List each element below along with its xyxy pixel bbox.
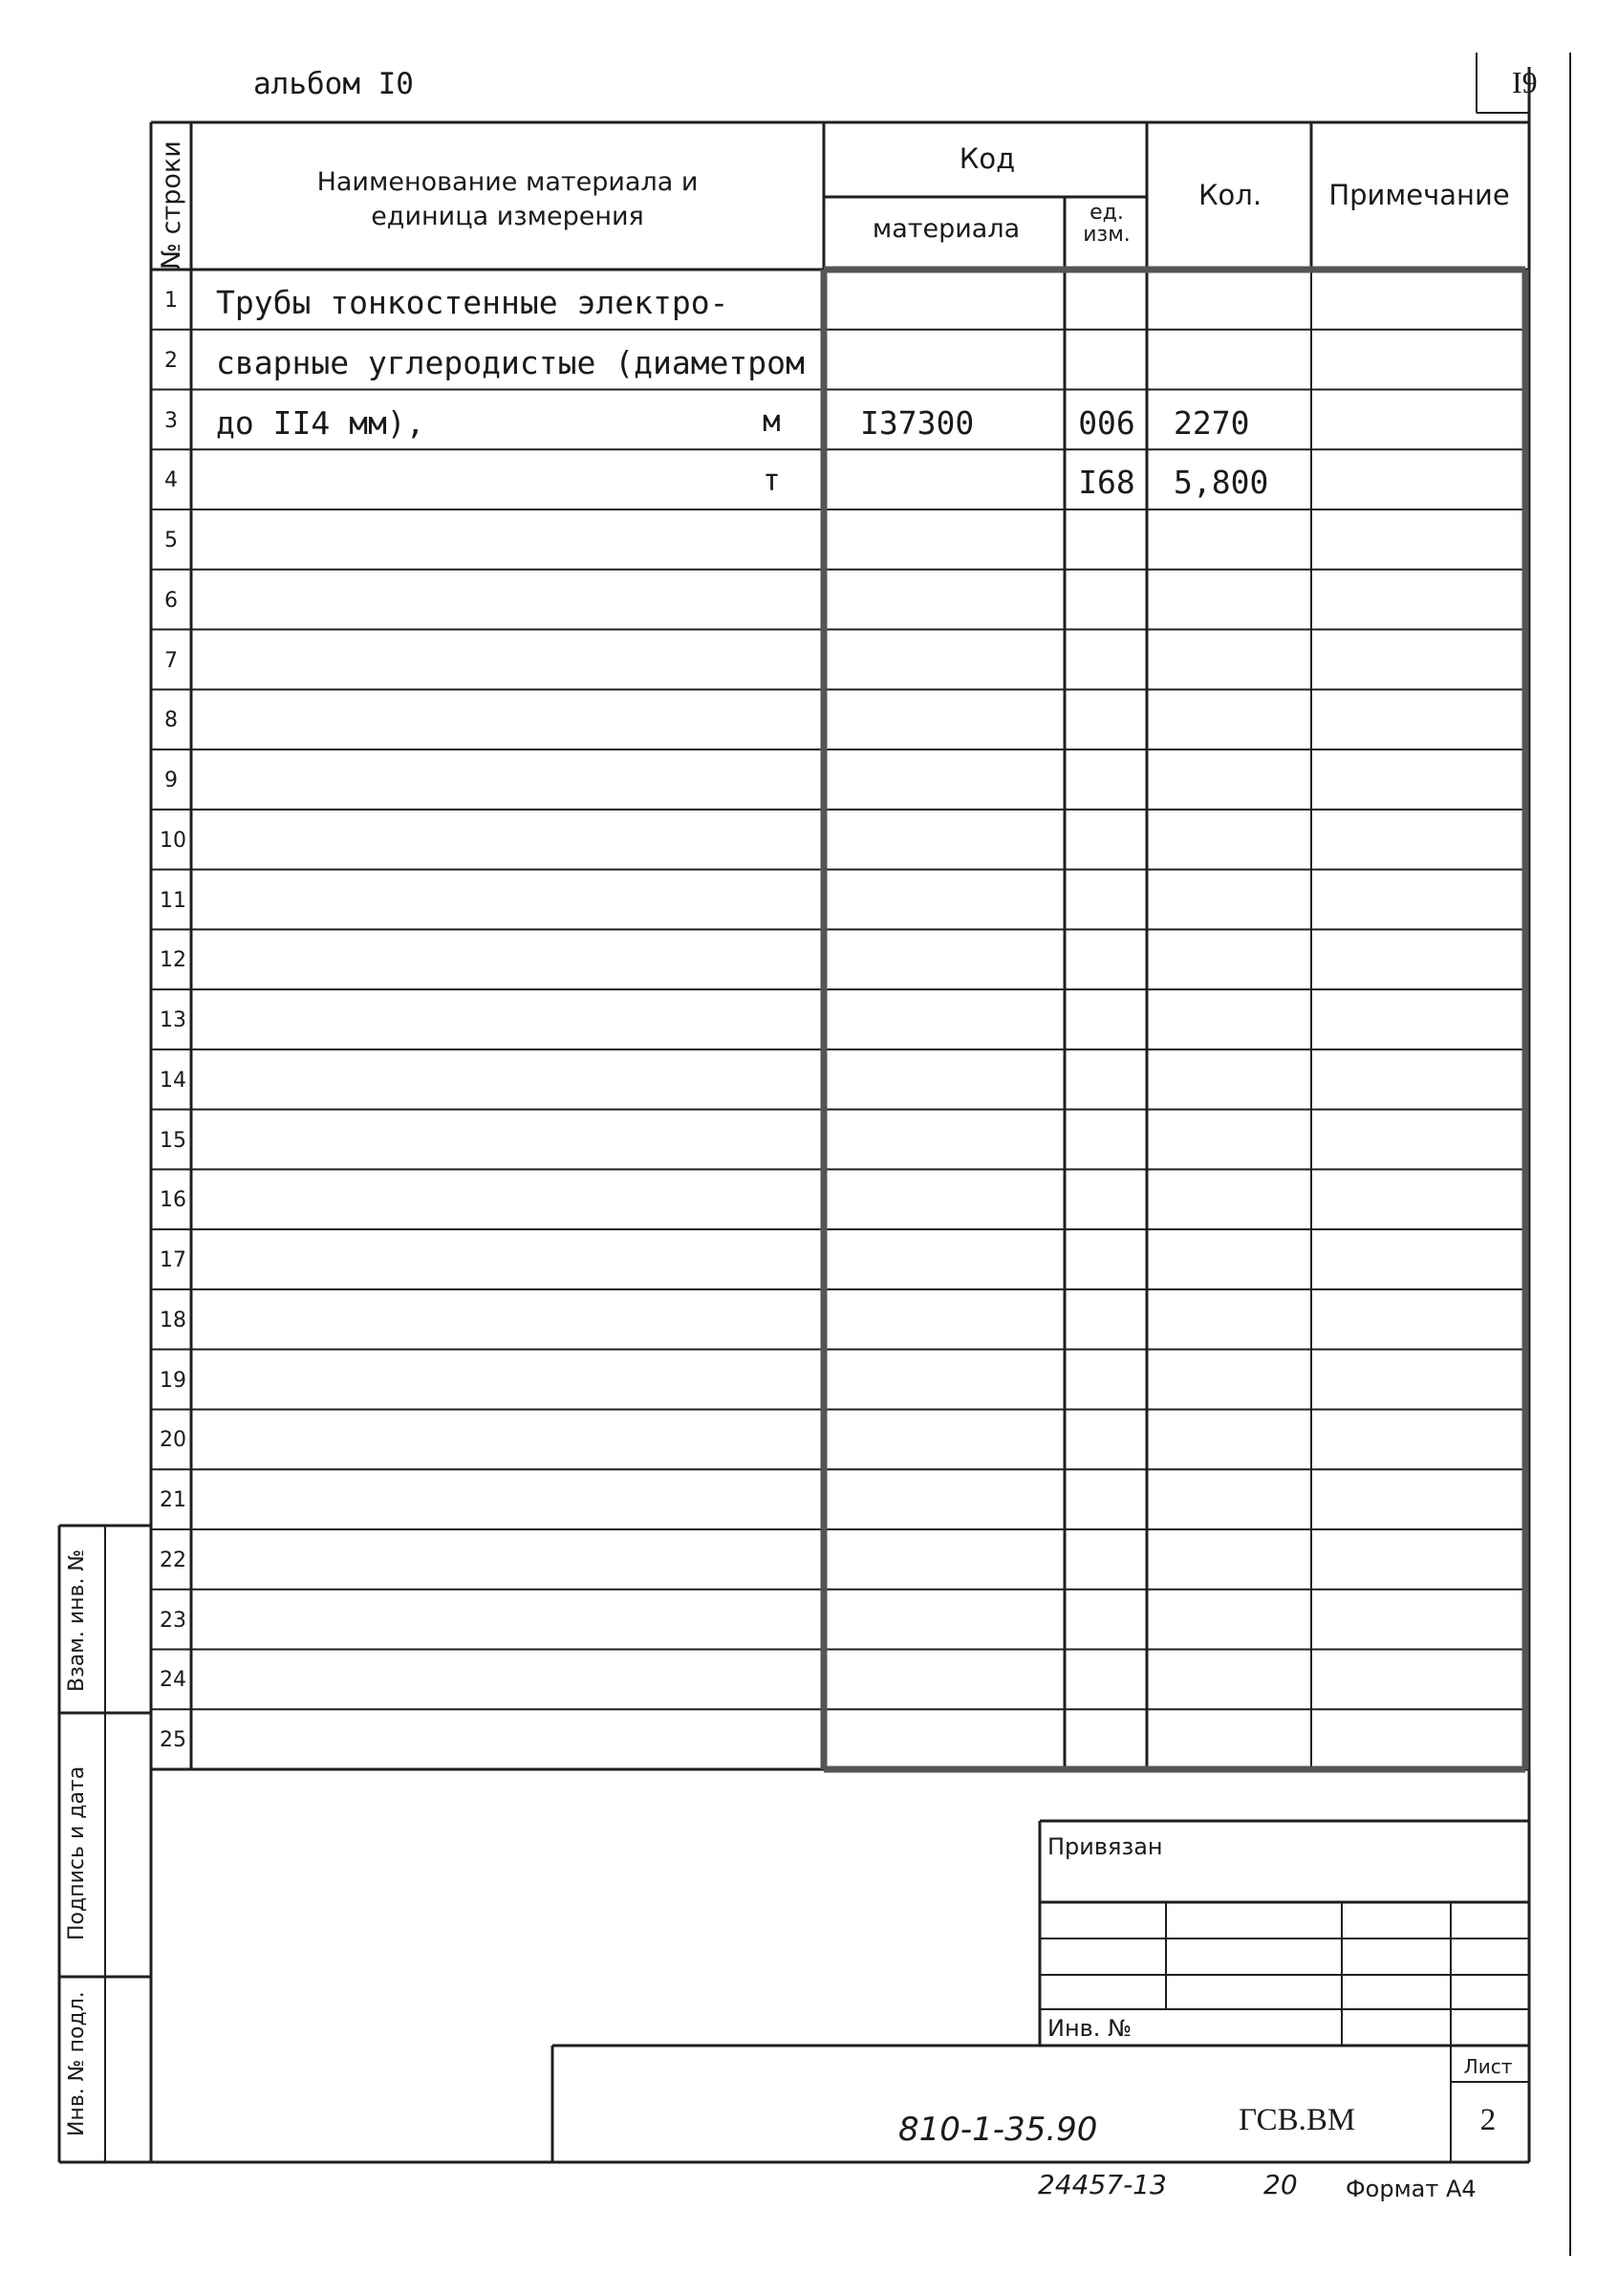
col-header-name-line1: Наименование материала и	[316, 167, 699, 197]
footer-archive-number: 24457-13	[1038, 2169, 1167, 2200]
stamp-inv-replaced: Взам. инв. №	[65, 1549, 89, 1692]
row-number: 12	[160, 948, 186, 973]
row-number: 8	[164, 708, 178, 733]
col-header-material: материала	[872, 214, 1021, 244]
row-number: 11	[160, 888, 186, 913]
row-number: 10	[160, 828, 186, 853]
row-number: 21	[160, 1488, 186, 1513]
row-number: 3	[164, 408, 178, 433]
row-number: 19	[160, 1368, 186, 1393]
stamp-signature-date: Подпись и дата	[65, 1765, 89, 1940]
row-unit-code: 006	[1078, 403, 1135, 442]
row-number: 9	[164, 769, 178, 793]
row-number: 7	[164, 648, 178, 673]
row-number: 4	[164, 468, 178, 493]
row-number: 22	[160, 1548, 186, 1572]
col-header-code: Код	[959, 142, 1016, 175]
footer-copy-number: 20	[1263, 2169, 1298, 2200]
title-block-document-number: 810-1-35.90	[898, 2111, 1098, 2149]
row-material-name: Трубы тонкостенные электро-	[216, 284, 729, 321]
col-header-quantity: Кол.	[1197, 179, 1262, 211]
title-block-sheet-label: Лист	[1463, 2055, 1513, 2078]
row-number: 1	[164, 289, 178, 313]
row-material-name: сварные углеродистые (диаметром	[216, 343, 805, 381]
title-block-document-code: ГСВ.ВМ	[1239, 2103, 1356, 2137]
row-number: 13	[160, 1008, 186, 1033]
row-number: 5	[164, 529, 178, 553]
row-unit-letter: т	[763, 464, 781, 499]
row-number: 17	[160, 1248, 186, 1273]
title-block-inv-number: Инв. №	[1047, 2015, 1133, 2042]
row-unit-letter: м	[763, 403, 781, 439]
album-label: альбом I0	[253, 67, 414, 101]
stamp-inv-original: Инв. № подл.	[65, 1991, 89, 2136]
row-material-name: до II4 мм),	[216, 403, 425, 442]
col-header-unit-line1: ед.	[1089, 201, 1124, 225]
col-header-unit-line2: изм.	[1083, 223, 1131, 247]
row-material-code: I37300	[860, 403, 975, 442]
row-number: 16	[160, 1188, 186, 1213]
col-header-row-number: № строки	[157, 141, 186, 270]
row-number: 23	[160, 1608, 186, 1633]
page-number: I9	[1512, 65, 1538, 99]
col-header-note: Примечание	[1328, 179, 1510, 211]
row-quantity: 5,800	[1174, 464, 1269, 502]
row-number: 20	[160, 1428, 186, 1453]
footer-format: Формат А4	[1346, 2176, 1477, 2202]
col-header-name-line2: единица измерения	[371, 202, 644, 231]
row-number: 25	[160, 1728, 186, 1753]
row-number: 18	[160, 1308, 186, 1332]
title-block-privyazan: Привязан	[1047, 1833, 1163, 1860]
title-block-sheet-number: 2	[1479, 2103, 1497, 2137]
row-number: 6	[164, 588, 178, 613]
row-number: 15	[160, 1128, 186, 1153]
row-number: 14	[160, 1068, 186, 1093]
row-quantity: 2270	[1174, 403, 1250, 442]
row-number: 2	[164, 348, 178, 373]
row-number: 24	[160, 1668, 186, 1693]
row-unit-code: I68	[1078, 464, 1135, 502]
